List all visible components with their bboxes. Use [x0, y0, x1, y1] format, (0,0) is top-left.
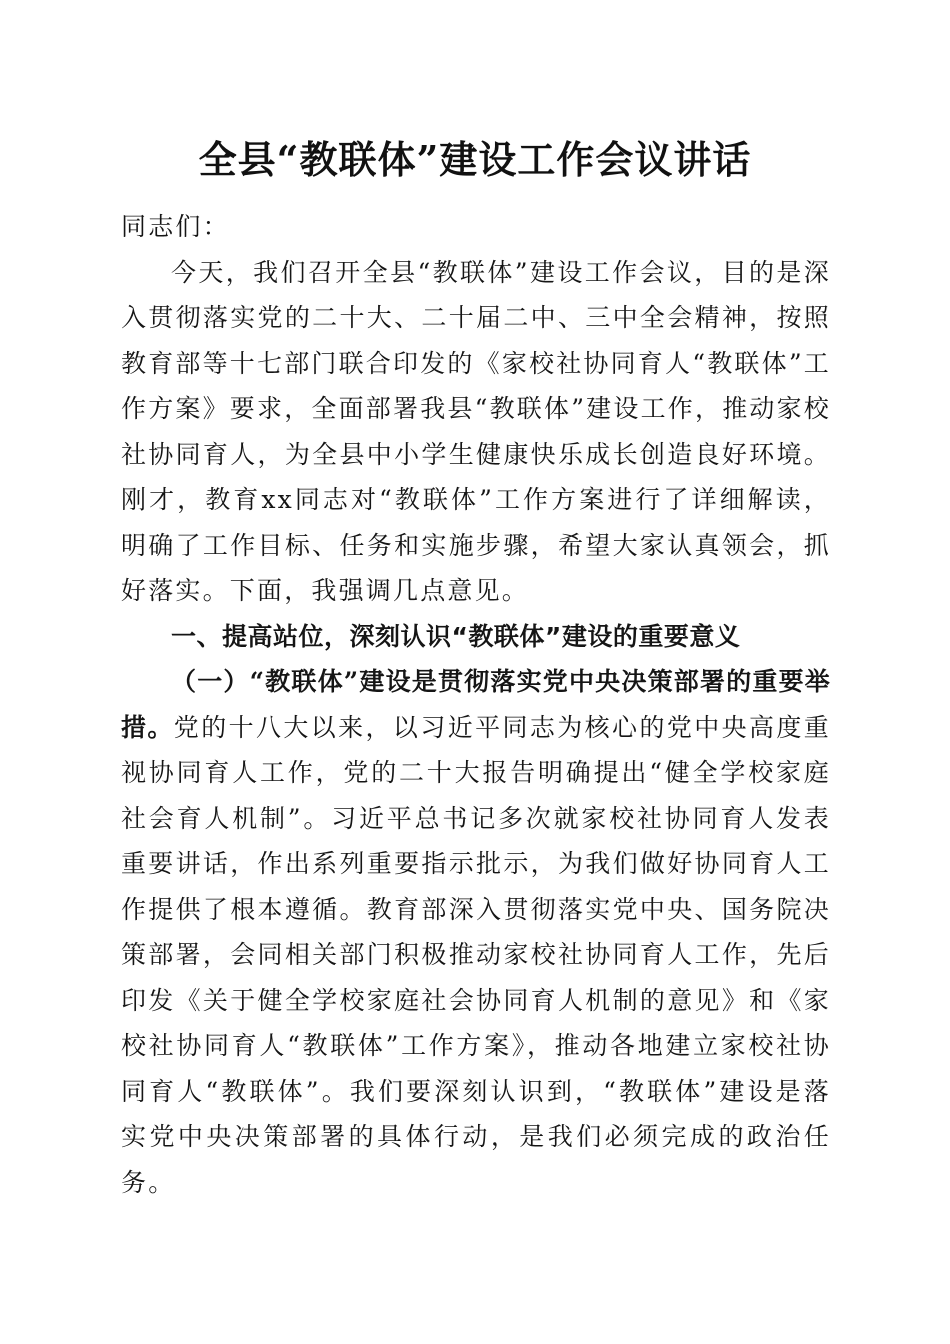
document-body: [121, 204, 831, 1205]
intro-paragraph: 今天，我们召开全县“教联体”建设工作会议，目的是深入贯彻落实党的二十大、二十届二中、三中全会精神，按照教育部等十七部门联合印发的《家校社协同育人“教联体”工作方案》要求，全面部署我县“教联体”建设工作，推动家校社协同育人，为全县中小学生健康快乐成长创造良好环境。刚才，教育xx同志对“教联体”工作方案进行了详细解读，明确了工作目标、任务和实施步骤，希望大家认真领会，抓好落实。下面，我强调几点意见。: [121, 257, 831, 605]
subsection-body: 党的十八大以来，以习近平同志为核心的党中央高度重视协同育人工作，党的二十大报告明确提出“健全学校家庭社会育人机制”。习近平总书记多次就家校社协同育人发表重要讲话，作出系列重要指示批示，为我们做好协同育人工作提供了根本遵循。教育部深入贯彻落实党中央、国务院决策部署，会同相关部门积极推动家校社协同育人工作，先后印发《关于健全学校家庭社会协同育人机制的意见》和《家校社协同育人“教联体”工作方案》，推动各地建立家校社协同育人“教联体”。我们要深刻认识到，“教联体”建设是落实党中央决策部署的具体行动，是我们必须完成的政治任务。: [121, 712, 831, 1197]
subsection-heading: （一）“教联体”建设是贯彻落实党中央决策部署的重要举措。: [121, 667, 831, 742]
subsection-paragraph: [121, 659, 831, 1205]
section-heading: 一、提高站位，深刻认识“教联体”建设的重要意义: [171, 621, 741, 651]
salutation: 同志们：: [121, 212, 230, 241]
document-title: 全县“教联体”建设工作会议讲话: [198, 137, 752, 182]
